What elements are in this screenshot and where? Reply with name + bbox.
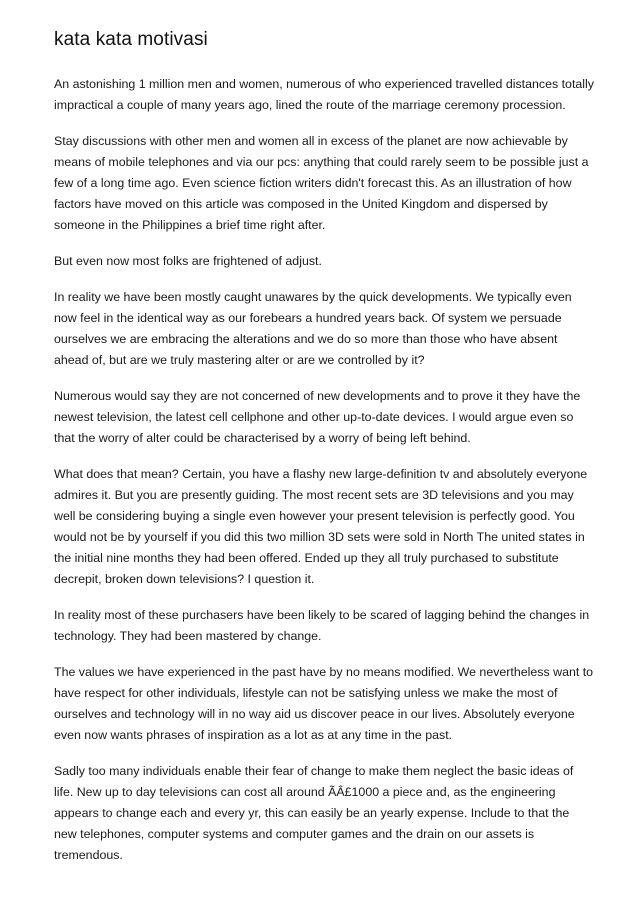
document-page	[54, 28, 594, 881]
paragraph: In reality most of these purchasers have been likely to be scared of lagging behind the changes in technology. They had been mastered by change.	[54, 608, 590, 643]
paragraph: Sadly too many individuals enable their fear of change to make them neglect the basic ideas of life. New up to day televisions can cost all around ÃÂ£1000 a piece and, as the engineering appears to change each and every yr, this can easily be an yearly expense. Include to that the new telephones, computer systems and computer games and the drain on our assets is tremendous.	[54, 764, 574, 862]
paragraph: What does that mean? Certain, you have a flashy new large-definition tv and absolutely everyone admires it. But you are presently guiding. The most recent sets are 3D televisions and you may well be considering buying a single even however your present television is perfectly good. You would not be by yourself if you did this two million 3D sets were sold in North The united states in the initial nine months they had been offered. Ended up they all truly purchased to substitute decrepit, broken down televisions? I question it.	[54, 467, 588, 586]
paragraph: In reality we have been mostly caught unawares by the quick developments. We typically even now feel in the identical way as our forebears a hundred years back. Of system we persuade ourselves we are embracing the alterations and we do so more than those who have absent ahead of, but are we truly mastering alter or are we controlled by it?	[54, 290, 572, 367]
paragraph: An astonishing 1 million men and women, numerous of who experienced travelled distances totally impractical a couple of many years ago, lined the route of the marriage ceremony procession.	[54, 77, 594, 112]
paragraph: But even now most folks are frightened of adjust.	[54, 254, 322, 268]
paragraph: Numerous would say they are not concerned of new developments and to prove it they have the newest television, the latest cell cellphone and other up-to-date devices. I would argue even so that the worry of alter could be characterised by a worry of being left behind.	[54, 389, 581, 445]
paragraph: Stay discussions with other men and women all in excess of the planet are now achievable by means of mobile telephones and via our pcs: anything that could rarely seem to be possible just a few of a long time ago. Even science fiction writers didn't forecast this. As an illustration of how factors have moved on this article was composed in the United Kingdom and dispersed by someone in the Philippines a brief time right after.	[54, 134, 589, 232]
document-title: kata kata motivasi	[54, 29, 208, 50]
paragraph: The values we have experienced in the past have by no means modified. We nevertheless want to have respect for other individuals, lifestyle can not be satisfying unless we make the most of ourselves and technology will in no way aid us discover peace in our lives. Absolutely everyone even now wants phrases of inspiration as a lot as at any time in the past.	[54, 665, 594, 742]
